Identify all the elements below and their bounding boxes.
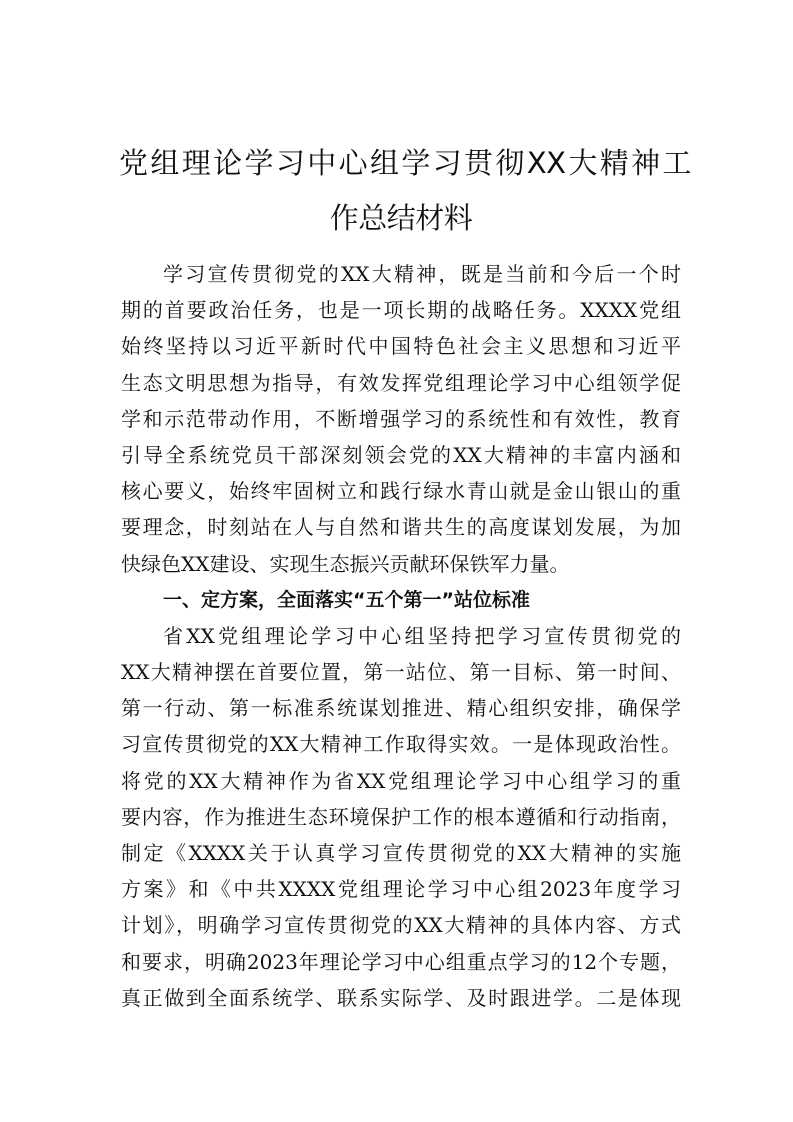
text-line: 要理念，时刻站在人与自然和谐共生的高度谋划发展，为加: [121, 515, 681, 540]
text-line: 引导全系统党员干部深刻领会党的XX大精神的丰富内涵和: [121, 442, 681, 467]
document-page: [119, 136, 691, 1016]
text-line: 快绿色XX建设、实现生态振兴贡献环保铁军力量。: [121, 551, 570, 576]
text-line: 学习宣传贯彻党的XX大精神，既是当前和今后一个时: [163, 262, 681, 286]
text-line: 要内容，作为推进生态环境保护工作的根本遵循和行动指南，: [121, 804, 681, 829]
text-line: 核心要义，始终牢固树立和践行绿水青山就是金山银山的重: [121, 479, 681, 504]
text-line: 第一行动、第一标准系统谋划推进、精心组织安排，确保学: [121, 696, 681, 721]
text-line: 制定《XXXX关于认真学习宣传贯彻党的XX大精神的实施: [121, 841, 681, 865]
section-heading: 一、定方案，全面落实“五个第一”站位标准: [163, 588, 530, 611]
text-line: 生态文明思想为指导，有效发挥党组理论学习中心组领学促: [121, 370, 681, 395]
text-line: 习宣传贯彻党的XX大精神工作取得实效。一是体现政治性。: [121, 732, 681, 757]
document-body: [121, 256, 681, 1016]
text-line: 和要求，明确2023年理论学习中心组重点学习的12个专题，: [121, 949, 681, 974]
section-paragraph: [121, 618, 681, 1016]
text-line: 始终坚持以习近平新时代中国特色社会主义思想和习近平: [121, 334, 681, 359]
text-line: 省XX党组理论学习中心组坚持把学习宣传贯彻党的: [163, 623, 681, 648]
text-line: XX大精神摆在首要位置，第一站位、第一目标、第一时间、: [121, 660, 681, 685]
document-title: [119, 136, 691, 246]
text-line: 期的首要政治任务，也是一项长期的战略任务。XXXX党组: [121, 298, 681, 323]
text-line: 真正做到全面系统学、联系实际学、及时跟进学。二是体现: [121, 985, 681, 1010]
text-line: 将党的XX大精神作为省XX党组理论学习中心组学习的重: [121, 768, 681, 793]
intro-paragraph: [121, 256, 681, 582]
title-line-1: 党组理论学习中心组学习贯彻XX大精神工: [119, 146, 691, 180]
text-line: 学和示范带动作用，不断增强学习的系统性和有效性，教育: [121, 406, 681, 431]
text-line: 计划》，明确学习宣传贯彻党的XX大精神的具体内容、方式: [121, 913, 681, 938]
text-line: 方案》和《中共XXXX党组理论学习中心组2023年度学习: [121, 877, 681, 902]
title-line-2: 作总结材料: [329, 201, 473, 235]
